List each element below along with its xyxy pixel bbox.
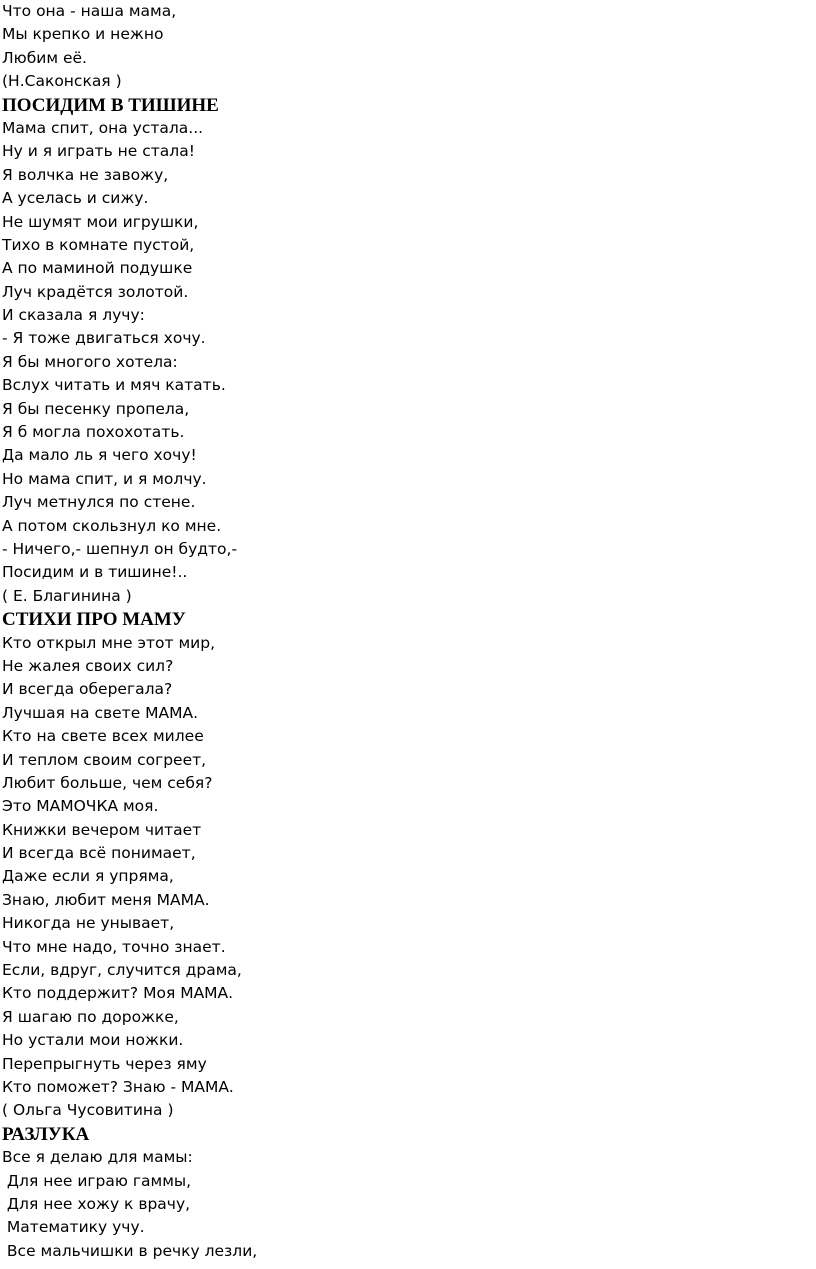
poem-razluka <box>2 1123 816 1263</box>
poem-line: Посидим и в тишине!.. <box>2 563 188 582</box>
poem-line: Даже если я упряма, <box>2 867 174 886</box>
poem-line: А по маминой подушке <box>2 259 193 278</box>
intro-poem <box>2 0 816 94</box>
poem-line: Я волчка не завожу, <box>2 165 169 184</box>
poem-line: И всегда всё понимает, <box>2 844 196 863</box>
poem-line: Все я делаю для мамы: <box>2 1148 193 1167</box>
poem-line: И всегда оберегала? <box>2 680 173 699</box>
poem-line: Все мальчишки в речку лезли, <box>2 1241 258 1260</box>
poem-line: Что мне надо, точно знает. <box>2 937 226 956</box>
poem-line: Я шагаю по дорожке, <box>2 1007 179 1026</box>
poem-line: Для нее играю гаммы, <box>2 1171 192 1190</box>
poem-line: - Ничего,- шепнул он будто,- <box>2 539 238 558</box>
poem-author: ( Е. Благинина ) <box>2 586 132 605</box>
poem-line: Мы крепко и нежно <box>2 25 164 44</box>
poem-line: Кто на свете всех милее <box>2 727 204 746</box>
poem-line: Но мама спит, и я молчу. <box>2 469 207 488</box>
poem-line: Книжки вечером читает <box>2 820 202 839</box>
poem-line: Вслух читать и мяч катать. <box>2 376 226 395</box>
poem-title: ПОСИДИМ В ТИШИНЕ <box>2 94 219 116</box>
poem-line: Ну и я играть не стала! <box>2 142 195 161</box>
poem-line: Не жалея своих сил? <box>2 656 174 675</box>
poem-line: - Я тоже двигаться хочу. <box>2 329 206 348</box>
poem-line: Мама спит, она устала... <box>2 118 204 137</box>
poem-author: (Н.Саконская ) <box>2 72 122 91</box>
poem-line: Луч метнулся по стене. <box>2 493 196 512</box>
poem-line: Я бы песенку пропела, <box>2 399 190 418</box>
poem-line: Кто поможет? Знаю - МАМА. <box>2 1077 234 1096</box>
poem-line: Любим её. <box>2 48 87 67</box>
poem-line: Да мало ль я чего хочу! <box>2 446 197 465</box>
poem-line: Я бы многого хотела: <box>2 352 178 371</box>
poem-line: Но устали мои ножки. <box>2 1031 184 1050</box>
poem-line: А уселась и сижу. <box>2 189 149 208</box>
poem-line: И сказала я лучу: <box>2 306 145 325</box>
poem-line: Никогда не унывает, <box>2 914 175 933</box>
poem-line: Кто поддержит? Моя МАМА. <box>2 984 234 1003</box>
poem-line: И теплом своим согреет, <box>2 750 207 769</box>
poem-line: Знаю, любит меня МАМА. <box>2 890 210 909</box>
poem-posidim-v-tishine <box>2 94 816 609</box>
poem-line: Любит больше, чем себя? <box>2 773 213 792</box>
poem-line: Не шумят мои игрушки, <box>2 212 199 231</box>
poem-line: Кто открыл мне этот мир, <box>2 633 216 652</box>
poem-author: ( Ольга Чусовитина ) <box>2 1101 174 1120</box>
poem-line: Что она - наша мама, <box>2 2 177 20</box>
poem-line: Я б могла похохотать. <box>2 423 185 442</box>
poem-title: СТИХИ ПРО МАМУ <box>2 609 186 631</box>
poem-title: РАЗЛУКА <box>2 1123 90 1145</box>
poem-line: Лучшая на свете МАМА. <box>2 703 199 722</box>
poem-stikhi-pro-mamu <box>2 608 816 1123</box>
poem-line: Тихо в комнате пустой, <box>2 235 195 254</box>
poem-line: Если, вдруг, случится драма, <box>2 961 242 980</box>
poem-line: Луч крадётся золотой. <box>2 282 189 301</box>
poem-line: Для нее хожу к врачу, <box>2 1194 191 1213</box>
poem-line: Математику учу. <box>2 1218 145 1237</box>
poem-line: Перепрыгнуть через яму <box>2 1054 207 1073</box>
poem-line: А потом скользнул ко мне. <box>2 516 222 535</box>
poem-line: Это МАМОЧКА моя. <box>2 797 159 816</box>
